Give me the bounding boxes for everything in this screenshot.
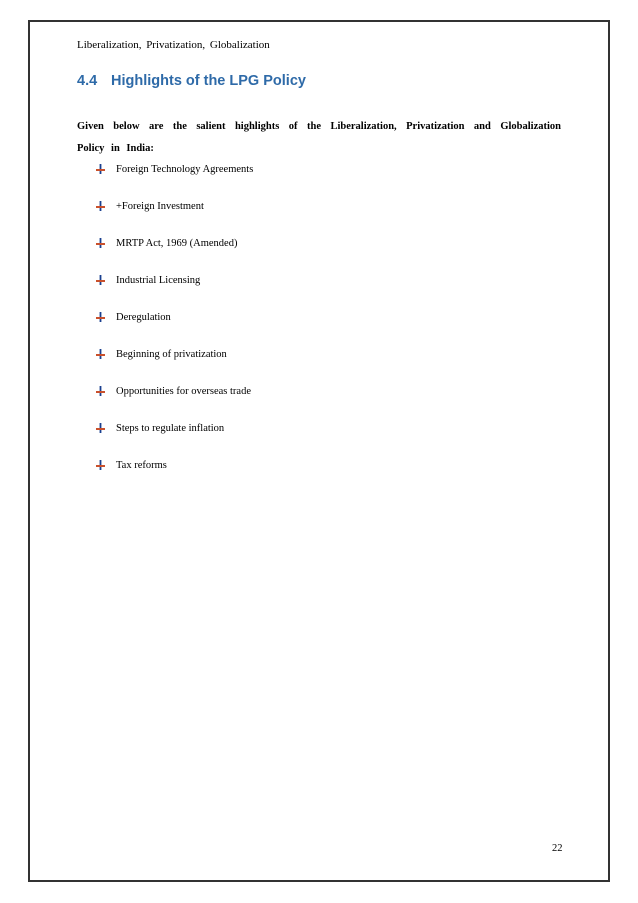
section-heading: [77, 73, 306, 89]
arrow-bullet-icon: [96, 164, 105, 174]
list-item-text: +Foreign Investment: [116, 201, 204, 212]
arrow-bullet-icon: [96, 460, 105, 470]
list-item: [96, 200, 253, 237]
arrow-bullet-icon: [96, 423, 105, 433]
list-item: [96, 385, 253, 422]
list-item-text: Industrial Licensing: [116, 275, 201, 286]
arrow-bullet-icon: [96, 275, 105, 285]
arrow-bullet-icon: [96, 349, 105, 359]
list-item: [96, 237, 253, 274]
page-number: 22: [552, 843, 563, 854]
list-item: [96, 422, 253, 459]
section-title-text: Highlights of the LPG Policy: [111, 73, 306, 89]
arrow-bullet-icon: [96, 201, 105, 211]
arrow-bullet-icon: [96, 386, 105, 396]
list-item: [96, 311, 253, 348]
intro-paragraph: Given below are the salient highlights of the Liberalization, Privatization and Globalization Policy in India:: [77, 121, 561, 154]
running-header: Liberalization, Privatization, Globalization: [77, 39, 270, 51]
list-item-text: Foreign Technology Agreements: [116, 164, 254, 175]
list-item: [96, 163, 253, 200]
section-number: 4.4: [77, 73, 98, 89]
list-item-text: MRTP Act, 1969 (Amended): [116, 238, 238, 249]
list-item-text: Beginning of privatization: [116, 349, 227, 360]
arrow-bullet-icon: [96, 312, 105, 322]
list-item-text: Tax reforms: [116, 460, 167, 471]
list-item-text: Opportunities for overseas trade: [116, 386, 251, 397]
list-item-text: Steps to regulate inflation: [116, 423, 225, 434]
list-item: [96, 348, 253, 385]
list-item-text: Deregulation: [116, 312, 171, 323]
arrow-bullet-icon: [96, 238, 105, 248]
list-item: [96, 459, 253, 496]
list-item: [96, 274, 253, 311]
highlights-list: [96, 163, 253, 496]
